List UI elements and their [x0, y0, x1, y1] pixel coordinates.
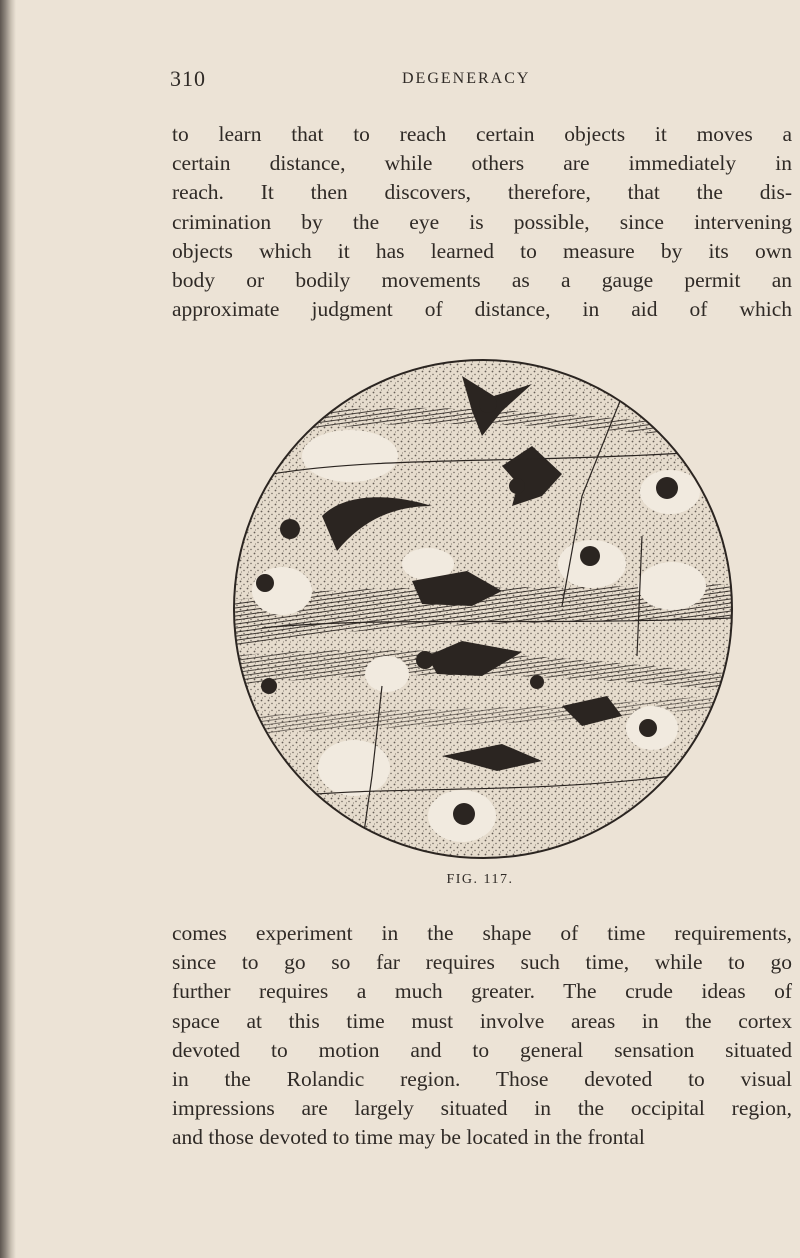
text-line: since to go so far requires such time, while to go — [172, 950, 792, 975]
paragraph-top — [172, 120, 792, 324]
figure-caption: FIG. 117. — [446, 872, 514, 887]
text-line: body or bodily movements as a gauge permit an — [172, 268, 792, 293]
text-line: and those devoted to time may be located in the frontal — [172, 1125, 645, 1150]
text-line: to learn that to reach certain objects it moves a — [172, 122, 792, 146]
text-line: comes experiment in the shape of time requirements, — [172, 921, 792, 945]
text-line: certain distance, while others are immediately in — [172, 151, 792, 176]
microscope-section-illustration — [232, 356, 734, 862]
page-number: 310 — [170, 66, 206, 91]
text-line: reach. It then discovers, therefore, that the dis- — [172, 180, 792, 205]
text-line: approximate judgment of distance, in aid of which — [172, 297, 792, 322]
text-line: further requires a much greater. The crude ideas of — [172, 979, 792, 1004]
page-header — [170, 66, 790, 98]
page-gutter-shadow — [0, 0, 16, 1258]
figure-117 — [232, 356, 734, 862]
running-head: DEGENERACY — [402, 70, 531, 87]
paragraph-bottom — [172, 919, 792, 1153]
text-line: space at this time must involve areas in the cortex — [172, 1008, 792, 1033]
text-line: devoted to motion and to general sensation situated — [172, 1037, 792, 1062]
text-line: impressions are largely situated in the occipital region, — [172, 1096, 792, 1121]
text-line: in the Rolandic region. Those devoted to visual — [172, 1067, 792, 1092]
text-line: crimination by the eye is possible, since intervening — [172, 209, 792, 234]
text-line: objects which it has learned to measure by its own — [172, 238, 792, 263]
